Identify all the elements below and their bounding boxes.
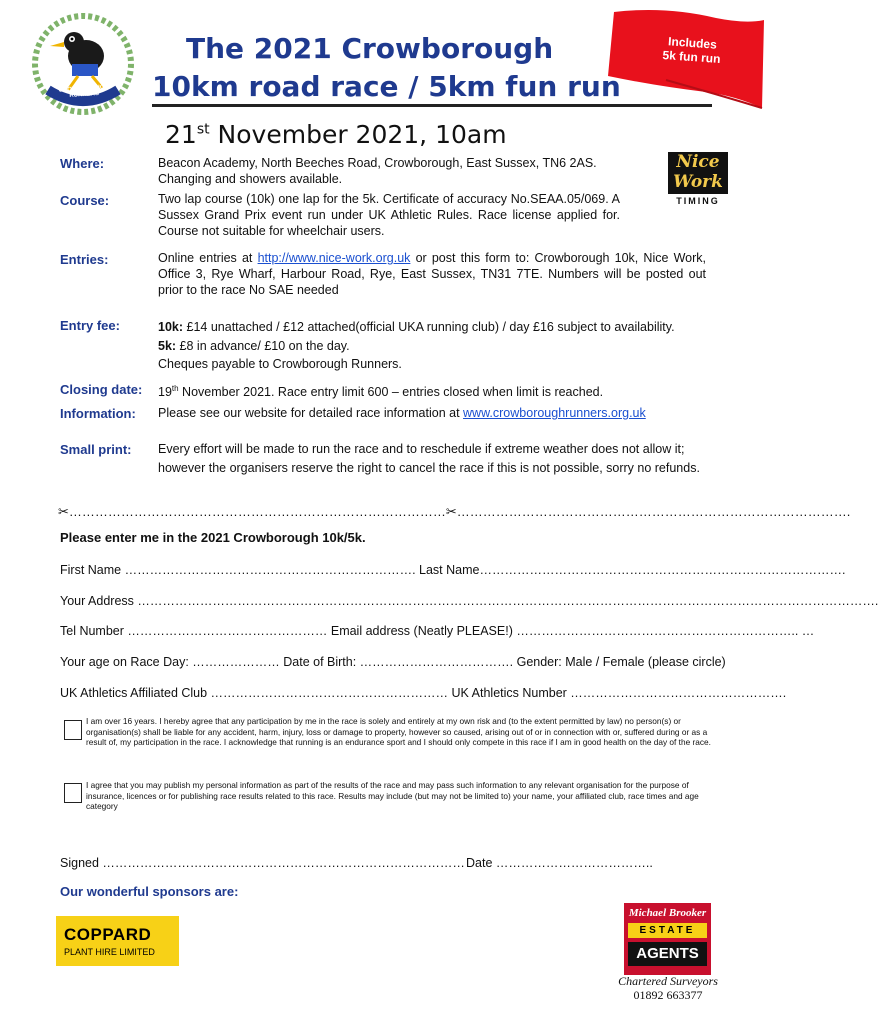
fee-5k-label: 5k: — [158, 338, 177, 353]
where-line1: Beacon Academy, North Beeches Road, Crowborough, East Sussex, TN6 2AS. — [158, 156, 597, 170]
fee-10k — [158, 318, 706, 337]
course-value: Two lap course (10k) one lap for the 5k. Certificate of accuracy No.SEAA.05/069. A Sussex Grand Prix event run under UK Athletic Rules. Race license applied for. Course not suitable for wheelchair users. — [158, 192, 620, 238]
date-suffix: st — [196, 121, 210, 138]
race-date — [165, 120, 507, 149]
flag-line1: Includes — [667, 34, 718, 52]
address-row[interactable]: Your Address ……………………………………………………………………………………………………………………………………………………………. — [60, 594, 878, 608]
mb-estate: ESTATE — [628, 923, 707, 938]
info-pre: Please see our website for detailed race information at — [158, 406, 464, 420]
page-title — [152, 30, 621, 106]
small-print-value: Every effort will be made to run the race and to reschedule if extreme weather does not allow it; however the organisers reserve the right to cancel the race if this is not possible, sorry no refunds. — [158, 442, 700, 475]
course-label: Course: — [60, 193, 110, 208]
small-print-label: Small print: — [60, 442, 132, 457]
timing-text: TIMING — [676, 196, 720, 206]
nice-work-timing-logo — [666, 152, 730, 210]
tel-email-row[interactable]: Tel Number ………………………………………… Email address (Neatly PLEASE!) ………………………………………………………….. … — [60, 624, 815, 638]
closing-rest: November 2021. Race entry limit 600 – entries closed when limit is reached. — [178, 385, 604, 400]
title-line2: 10km road race / 5km fun run — [152, 70, 621, 103]
entries-label: Entries: — [60, 252, 109, 267]
consent-checkbox-1[interactable] — [64, 720, 82, 740]
mb-subtitle — [608, 974, 728, 1002]
mb-name: Michael Brooker — [628, 907, 707, 919]
nice-text: Nice — [676, 152, 720, 172]
fee-cheques: Cheques payable to Crowborough Runners. — [158, 357, 402, 371]
information-label: Information: — [60, 406, 136, 421]
closing-date-label: Closing date: — [60, 382, 143, 397]
website-link[interactable]: www.crowboroughrunners.org.uk — [463, 406, 646, 420]
fee-5k — [158, 337, 706, 356]
mb-phone: 01892 663377 — [633, 988, 703, 1002]
flag-text — [651, 33, 733, 67]
date-rest: November 2021, 10am — [209, 120, 507, 149]
entries-link[interactable]: http://www.nice-work.org.uk — [257, 251, 411, 265]
information-value — [158, 405, 706, 421]
age-dob-gender-row[interactable]: Your age on Race Day: ………………… Date of Birth: ………………………………. Gender: Male / Female (please circle) — [60, 655, 726, 669]
logo-text: CROWBOROUGH RUNNERS — [58, 84, 110, 100]
work-text: Work — [673, 172, 723, 192]
consent-text-1: I am over 16 years. I hereby agree that any participation by me in the race is solely and entirely at my own risk and (to the extent permitted by law) no person(s) or organisation(s) shall be liable for any accident, harm, injury, loss or damage to property, however so caused, arising out of or in connection with or, suffered during or as a result of, my participation in the race. I acknowledge that running is an endurance sport and I should only compete in this race if I am in good health on the day of the race. — [86, 716, 711, 747]
entries-post: or post this form to: Crowborough 10k, Nice Work, Office 3, Rye Wharf, Harbour Road, Rye, East Sussex, TN31 7TE. Numbers will be posted out prior to the race No SAE needed — [158, 251, 707, 297]
coppard-sub: PLANT HIRE LIMITED — [64, 947, 155, 957]
entry-fee-value — [158, 318, 706, 374]
club-number-row[interactable]: UK Athletics Affiliated Club ………………………………………………… UK Athletics Number ……………………………………………. — [60, 686, 787, 700]
date-day: 21 — [165, 120, 197, 149]
entries-value — [158, 250, 706, 298]
cut-line: ✂……………………………………………………………………………✂………………………………………………………………………………. — [58, 504, 851, 519]
fee-10k-text: £14 unattached / £12 attached(official UKA running club) / day £16 subject to availability. — [183, 320, 675, 334]
consent-checkbox-2[interactable] — [64, 783, 82, 803]
date-field[interactable]: Date ……………………………….. — [466, 856, 653, 870]
entries-pre: Online entries at — [158, 251, 258, 265]
signed-field[interactable]: Signed …………………………………………………………………………… — [60, 856, 465, 870]
michael-brooker-logo — [624, 903, 711, 975]
entry-fee-label: Entry fee: — [60, 318, 120, 333]
title-line1: The 2021 Crowborough — [186, 32, 554, 65]
mb-agents: AGENTS — [628, 942, 707, 966]
coppard-name: COPPARD — [64, 925, 152, 944]
name-row[interactable]: First Name ……………………………………………………………. Last Name……………………………………………………………………………. — [60, 563, 846, 577]
sponsors-heading: Our wonderful sponsors are: — [60, 884, 239, 899]
flag-line2: 5k fun run — [662, 47, 721, 66]
consent-text-2: I agree that you may publish my personal information as part of the results of the race and may pass such information to any relevant organisation for the purpose of insurance, licences or for publishing race results related to this race. Results may include (but may not be limited to) your name, your affiliated club, race times and age category — [86, 780, 699, 811]
coppard-logo — [56, 916, 179, 966]
where-value — [158, 155, 628, 187]
form-heading: Please enter me in the 2021 Crowborough 10k/5k. — [60, 530, 366, 545]
closing-day: 19 — [158, 385, 172, 400]
closing-suffix: th — [171, 384, 179, 393]
fee-5k-text: £8 in advance/ £10 on the day. — [176, 338, 350, 353]
where-line2: Changing and showers available. — [158, 172, 343, 186]
closing-date-value — [158, 381, 706, 400]
mb-surveyors: Chartered Surveyors — [618, 974, 718, 988]
title-rule — [152, 104, 712, 107]
where-label: Where: — [60, 156, 105, 171]
fee-10k-label: 10k: — [158, 320, 184, 334]
